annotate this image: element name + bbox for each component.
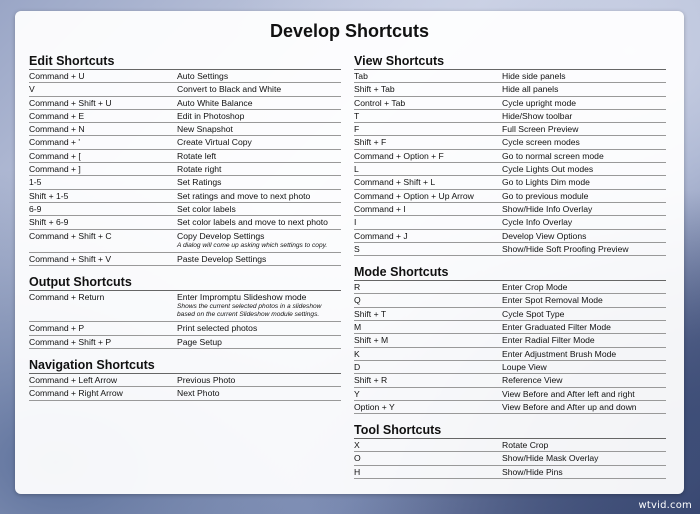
shortcut-action-cell <box>177 230 341 252</box>
shortcut-row <box>354 150 666 163</box>
shortcut-key: Shift + 1-5 <box>29 190 69 201</box>
shortcut-action: Set Ratings <box>177 177 222 188</box>
section-title: Mode Shortcuts <box>354 265 666 281</box>
shortcut-action-cell <box>502 294 666 306</box>
shortcut-action-cell <box>177 163 341 175</box>
shortcut-key: Command + Option + Up Arrow <box>354 190 474 201</box>
shortcut-action-cell <box>502 334 666 346</box>
shortcut-action: Hide side panels <box>502 71 566 81</box>
shortcut-row <box>29 110 341 123</box>
shortcut-row <box>354 401 666 414</box>
shortcut-action-cell <box>502 123 666 135</box>
shortcut-row <box>354 294 666 307</box>
shortcut-key: I <box>354 217 357 228</box>
shortcut-row <box>354 308 666 321</box>
shortcut-action: Set ratings and move to next photo <box>177 190 311 201</box>
shortcut-action: Loupe View <box>502 361 547 372</box>
shortcut-action-cell <box>502 466 666 478</box>
shortcut-action: Edit in Photoshop <box>177 110 245 121</box>
shortcut-note: Shows the current selected photos in a slideshow based on the current Slideshow module settings. <box>177 303 322 319</box>
shortcut-action-cell <box>502 110 666 122</box>
shortcut-key: D <box>354 361 361 372</box>
shortcut-action: Show/Hide Mask Overlay <box>502 453 599 464</box>
shortcut-action: Rotate Crop <box>502 440 549 451</box>
shortcut-action-cell <box>177 387 341 399</box>
shortcut-action-cell <box>177 136 341 148</box>
shortcut-key: Command + E <box>29 110 85 121</box>
shortcut-action: Set color labels <box>177 203 236 214</box>
shortcut-row <box>354 348 666 361</box>
shortcut-row <box>354 243 666 256</box>
shortcut-action-cell <box>502 281 666 293</box>
shortcut-action-cell <box>177 70 341 82</box>
shortcut-action-cell <box>177 150 341 162</box>
shortcut-action: Auto Settings <box>177 71 229 81</box>
shortcut-note: A dialog will come up asking which settings to copy. <box>177 241 328 249</box>
shortcut-row <box>354 216 666 229</box>
shortcut-action-cell <box>177 176 341 188</box>
shortcut-key: Q <box>354 295 361 306</box>
shortcut-action-cell <box>177 374 341 386</box>
shortcut-action-cell <box>177 123 341 135</box>
shortcut-action: Enter Adjustment Brush Mode <box>502 348 617 359</box>
shortcut-row <box>29 190 341 203</box>
shortcut-action: Print selected photos <box>177 323 258 334</box>
shortcut-row <box>354 281 666 294</box>
shortcut-key: Command + Right Arrow <box>29 388 123 399</box>
shortcut-row <box>29 322 341 335</box>
shortcut-key: Command + Left Arrow <box>29 375 118 386</box>
shortcut-row <box>29 291 341 322</box>
shortcut-row <box>354 123 666 136</box>
shortcut-row <box>354 97 666 110</box>
shortcut-action: Go to previous module <box>502 190 589 201</box>
shortcut-action-cell <box>177 83 341 95</box>
shortcut-action-cell <box>502 190 666 202</box>
shortcut-action-cell <box>502 439 666 451</box>
shortcut-action: Show/Hide Pins <box>502 466 563 477</box>
shortcut-action: Convert to Black and White <box>177 84 282 95</box>
shortcut-action-cell <box>502 361 666 373</box>
shortcut-action: Cycle screen modes <box>502 137 580 148</box>
shortcut-action-cell <box>177 291 341 321</box>
shortcut-action-cell <box>502 452 666 464</box>
shortcut-key: Command + Shift + C <box>29 230 112 241</box>
shortcut-action: Cycle Spot Type <box>502 308 565 319</box>
shortcut-key: T <box>354 110 360 121</box>
shortcut-row <box>354 388 666 401</box>
shortcut-key: Command + N <box>29 124 85 135</box>
shortcut-key: Command + I <box>354 203 406 214</box>
section-title: Edit Shortcuts <box>29 54 341 70</box>
shortcut-action: Full Screen Preview <box>502 124 579 135</box>
shortcut-key: H <box>354 466 361 477</box>
shortcut-action-cell <box>502 216 666 228</box>
shortcut-row <box>354 110 666 123</box>
shortcut-row <box>354 466 666 479</box>
shortcut-action: Rotate left <box>177 150 217 161</box>
shortcut-action-cell <box>502 70 666 82</box>
section-title: Output Shortcuts <box>29 275 341 291</box>
shortcut-row <box>354 190 666 203</box>
shortcut-row <box>354 203 666 216</box>
shortcut-row <box>29 83 341 96</box>
shortcut-row <box>29 136 341 149</box>
shortcut-action: Go to normal screen mode <box>502 150 604 161</box>
shortcut-action: Show/Hide Soft Proofing Preview <box>502 243 629 254</box>
shortcut-row <box>29 163 341 176</box>
shortcut-action: Develop View Options <box>502 230 587 241</box>
shortcut-key: X <box>354 440 360 451</box>
shortcut-action-cell <box>502 176 666 188</box>
shortcut-action-cell <box>502 203 666 215</box>
shortcut-action-cell <box>177 322 341 334</box>
shortcut-action: Enter Spot Removal Mode <box>502 295 603 306</box>
section-title: View Shortcuts <box>354 54 666 70</box>
shortcut-key: 1-5 <box>29 177 42 188</box>
shortcut-row <box>354 361 666 374</box>
shortcut-action: Hide all panels <box>502 84 559 95</box>
shortcut-row <box>354 83 666 96</box>
shortcut-section <box>354 265 666 414</box>
shortcut-action: Reference View <box>502 375 563 386</box>
shortcut-action: Enter Graduated Filter Mode <box>502 322 611 333</box>
shortcut-row <box>354 70 666 83</box>
shortcut-action-cell <box>177 203 341 215</box>
shortcut-row <box>29 216 341 229</box>
shortcut-action: Hide/Show toolbar <box>502 110 573 121</box>
shortcut-key: Tab <box>354 71 368 81</box>
shortcut-action-cell <box>502 230 666 242</box>
shortcut-action-cell <box>502 348 666 360</box>
shortcut-action-cell <box>502 136 666 148</box>
shortcut-action-cell <box>502 321 666 333</box>
watermark: wtvid.com <box>638 500 692 511</box>
shortcut-row <box>29 387 341 400</box>
shortcut-action-cell <box>502 83 666 95</box>
shortcut-key: Option + Y <box>354 401 395 412</box>
shortcut-action: Page Setup <box>177 336 222 347</box>
shortcut-key: Control + Tab <box>354 97 406 108</box>
shortcut-action-cell <box>502 97 666 109</box>
shortcut-row <box>29 253 341 266</box>
shortcut-action: Set color labels and move to next photo <box>177 217 328 228</box>
shortcut-key: V <box>29 84 35 95</box>
shortcut-action: Previous Photo <box>177 375 236 386</box>
shortcut-action-cell <box>502 374 666 386</box>
shortcut-key: Shift + M <box>354 335 389 346</box>
shortcut-action: Cycle upright mode <box>502 97 577 108</box>
shortcut-action: Show/Hide Info Overlay <box>502 203 593 214</box>
section-title: Navigation Shortcuts <box>29 358 341 374</box>
shortcut-row <box>354 136 666 149</box>
shortcut-row <box>29 230 341 253</box>
shortcut-key: 6-9 <box>29 203 42 214</box>
shortcut-sheet <box>15 11 684 494</box>
shortcut-row <box>29 336 341 349</box>
shortcut-row <box>354 321 666 334</box>
shortcut-action: View Before and After up and down <box>502 401 637 412</box>
shortcut-key: Command + Return <box>29 292 105 303</box>
shortcut-row <box>354 163 666 176</box>
shortcut-key: Shift + T <box>354 308 387 319</box>
shortcut-key: Command + J <box>354 230 408 241</box>
shortcut-action-cell <box>502 401 666 413</box>
shortcut-action: Auto White Balance <box>177 97 253 108</box>
shortcut-row <box>354 374 666 387</box>
shortcut-key: Command + ' <box>29 137 81 148</box>
shortcut-key: Shift + F <box>354 137 387 148</box>
shortcut-key: Command + ] <box>29 164 81 175</box>
shortcut-action: Paste Develop Settings <box>177 253 267 264</box>
right-column <box>354 54 666 488</box>
shortcut-section <box>29 54 341 266</box>
shortcut-row <box>29 70 341 83</box>
shortcut-key: F <box>354 124 360 135</box>
shortcut-key: M <box>354 322 362 333</box>
shortcut-key: S <box>354 243 360 254</box>
shortcut-action-cell <box>502 243 666 255</box>
shortcut-row <box>354 230 666 243</box>
shortcut-key: L <box>354 164 359 175</box>
shortcut-key: Command + Shift + P <box>29 336 112 347</box>
left-column <box>29 54 341 410</box>
shortcut-action: Go to Lights Dim mode <box>502 177 590 188</box>
shortcut-action: Enter Radial Filter Mode <box>502 335 595 346</box>
shortcut-key: Shift + 6-9 <box>29 217 69 228</box>
shortcut-key: Command + Shift + V <box>29 253 112 264</box>
shortcut-action-cell <box>177 97 341 109</box>
shortcut-row <box>29 203 341 216</box>
shortcut-action-cell <box>177 216 341 228</box>
page-title: Develop Shortcuts <box>269 21 430 41</box>
shortcut-action-cell <box>502 163 666 175</box>
shortcut-key: Shift + R <box>354 375 388 386</box>
shortcut-row <box>354 176 666 189</box>
shortcut-action-cell <box>177 190 341 202</box>
shortcut-key: Command + P <box>29 323 85 334</box>
shortcut-key: O <box>354 453 361 464</box>
shortcut-action-cell <box>502 150 666 162</box>
shortcut-row <box>29 374 341 387</box>
shortcut-key: Command + Shift + L <box>354 177 436 188</box>
shortcut-key: R <box>354 282 361 293</box>
shortcut-action-cell <box>177 253 341 265</box>
shortcut-key: Command + Option + F <box>354 150 444 161</box>
section-title: Tool Shortcuts <box>354 423 666 439</box>
shortcut-action: Cycle Lights Out modes <box>502 164 594 175</box>
shortcut-key: Command + Shift + U <box>29 97 112 108</box>
shortcut-row <box>354 334 666 347</box>
shortcut-action: Create Virtual Copy <box>177 137 252 148</box>
shortcut-key: Command + [ <box>29 150 81 161</box>
shortcut-section <box>29 275 341 349</box>
shortcut-action: Next Photo <box>177 388 220 399</box>
shortcut-row <box>29 123 341 136</box>
shortcut-section <box>354 54 666 256</box>
shortcut-row <box>29 150 341 163</box>
shortcut-action: Enter Impromptu Slideshow mode <box>177 292 307 303</box>
shortcut-action-cell <box>177 336 341 348</box>
shortcut-key: K <box>354 348 360 359</box>
shortcut-action: Cycle Info Overlay <box>502 217 573 228</box>
shortcut-row <box>29 97 341 110</box>
shortcut-action-cell <box>502 388 666 400</box>
shortcut-section <box>29 358 341 401</box>
shortcut-action: Rotate right <box>177 164 222 175</box>
shortcut-row <box>354 439 666 452</box>
shortcut-action: Copy Develop Settings <box>177 230 265 241</box>
shortcut-action: New Snapshot <box>177 124 233 135</box>
shortcut-action-cell <box>502 308 666 320</box>
shortcut-row <box>29 176 341 189</box>
shortcut-key: Y <box>354 388 360 399</box>
shortcut-key: Command + U <box>29 71 85 81</box>
shortcut-action: Enter Crop Mode <box>502 282 568 293</box>
shortcut-key: Shift + Tab <box>354 84 395 95</box>
shortcut-action: View Before and After left and right <box>502 388 635 399</box>
shortcut-action-cell <box>177 110 341 122</box>
shortcut-section <box>354 423 666 479</box>
shortcut-row <box>354 452 666 465</box>
